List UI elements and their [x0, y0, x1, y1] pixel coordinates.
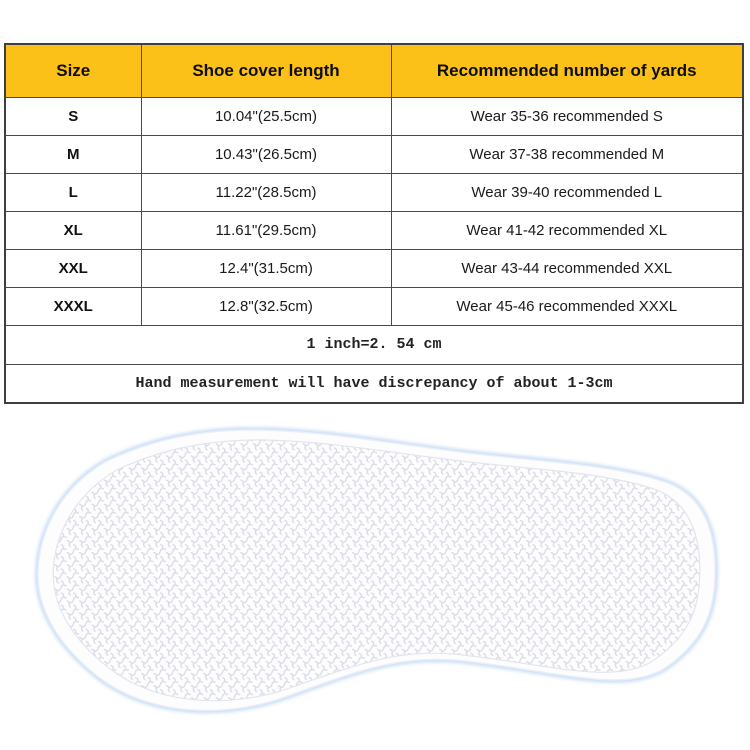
note-hand-text: Hand measurement will have discrepancy of about 1-3cm — [5, 364, 743, 403]
size-cell: XL — [5, 211, 141, 249]
note-inch-text: 1 inch=2. 54 cm — [5, 325, 743, 364]
table-row-m — [5, 135, 743, 173]
length-cell: 10.04"(25.5cm) — [141, 97, 391, 135]
length-cell: 12.4"(31.5cm) — [141, 249, 391, 287]
size-cell: L — [5, 173, 141, 211]
note-inch-row — [5, 325, 743, 364]
shoe-sole-svg — [0, 420, 750, 750]
recommend-cell: Wear 45-46 recommended XXXL — [391, 287, 743, 325]
length-cell: 12.8"(32.5cm) — [141, 287, 391, 325]
note-hand-row — [5, 364, 743, 403]
size-chart-table — [4, 43, 744, 404]
table-row-xxl — [5, 249, 743, 287]
size-cell: XXL — [5, 249, 141, 287]
table-row-l — [5, 173, 743, 211]
recommend-cell: Wear 41-42 recommended XL — [391, 211, 743, 249]
shoe-sole-image — [0, 420, 750, 750]
column-header-recommend: Recommended number of yards — [391, 44, 743, 97]
table-row-s — [5, 97, 743, 135]
table-header-row — [5, 44, 743, 97]
column-header-size: Size — [5, 44, 141, 97]
recommend-cell: Wear 37-38 recommended M — [391, 135, 743, 173]
recommend-cell: Wear 35-36 recommended S — [391, 97, 743, 135]
table-row-xl — [5, 211, 743, 249]
length-cell: 11.61"(29.5cm) — [141, 211, 391, 249]
length-cell: 10.43"(26.5cm) — [141, 135, 391, 173]
column-header-length: Shoe cover length — [141, 44, 391, 97]
size-cell: XXXL — [5, 287, 141, 325]
length-cell: 11.22"(28.5cm) — [141, 173, 391, 211]
recommend-cell: Wear 39-40 recommended L — [391, 173, 743, 211]
recommend-cell: Wear 43-44 recommended XXL — [391, 249, 743, 287]
size-cell: S — [5, 97, 141, 135]
table-row-xxxl — [5, 287, 743, 325]
size-cell: M — [5, 135, 141, 173]
